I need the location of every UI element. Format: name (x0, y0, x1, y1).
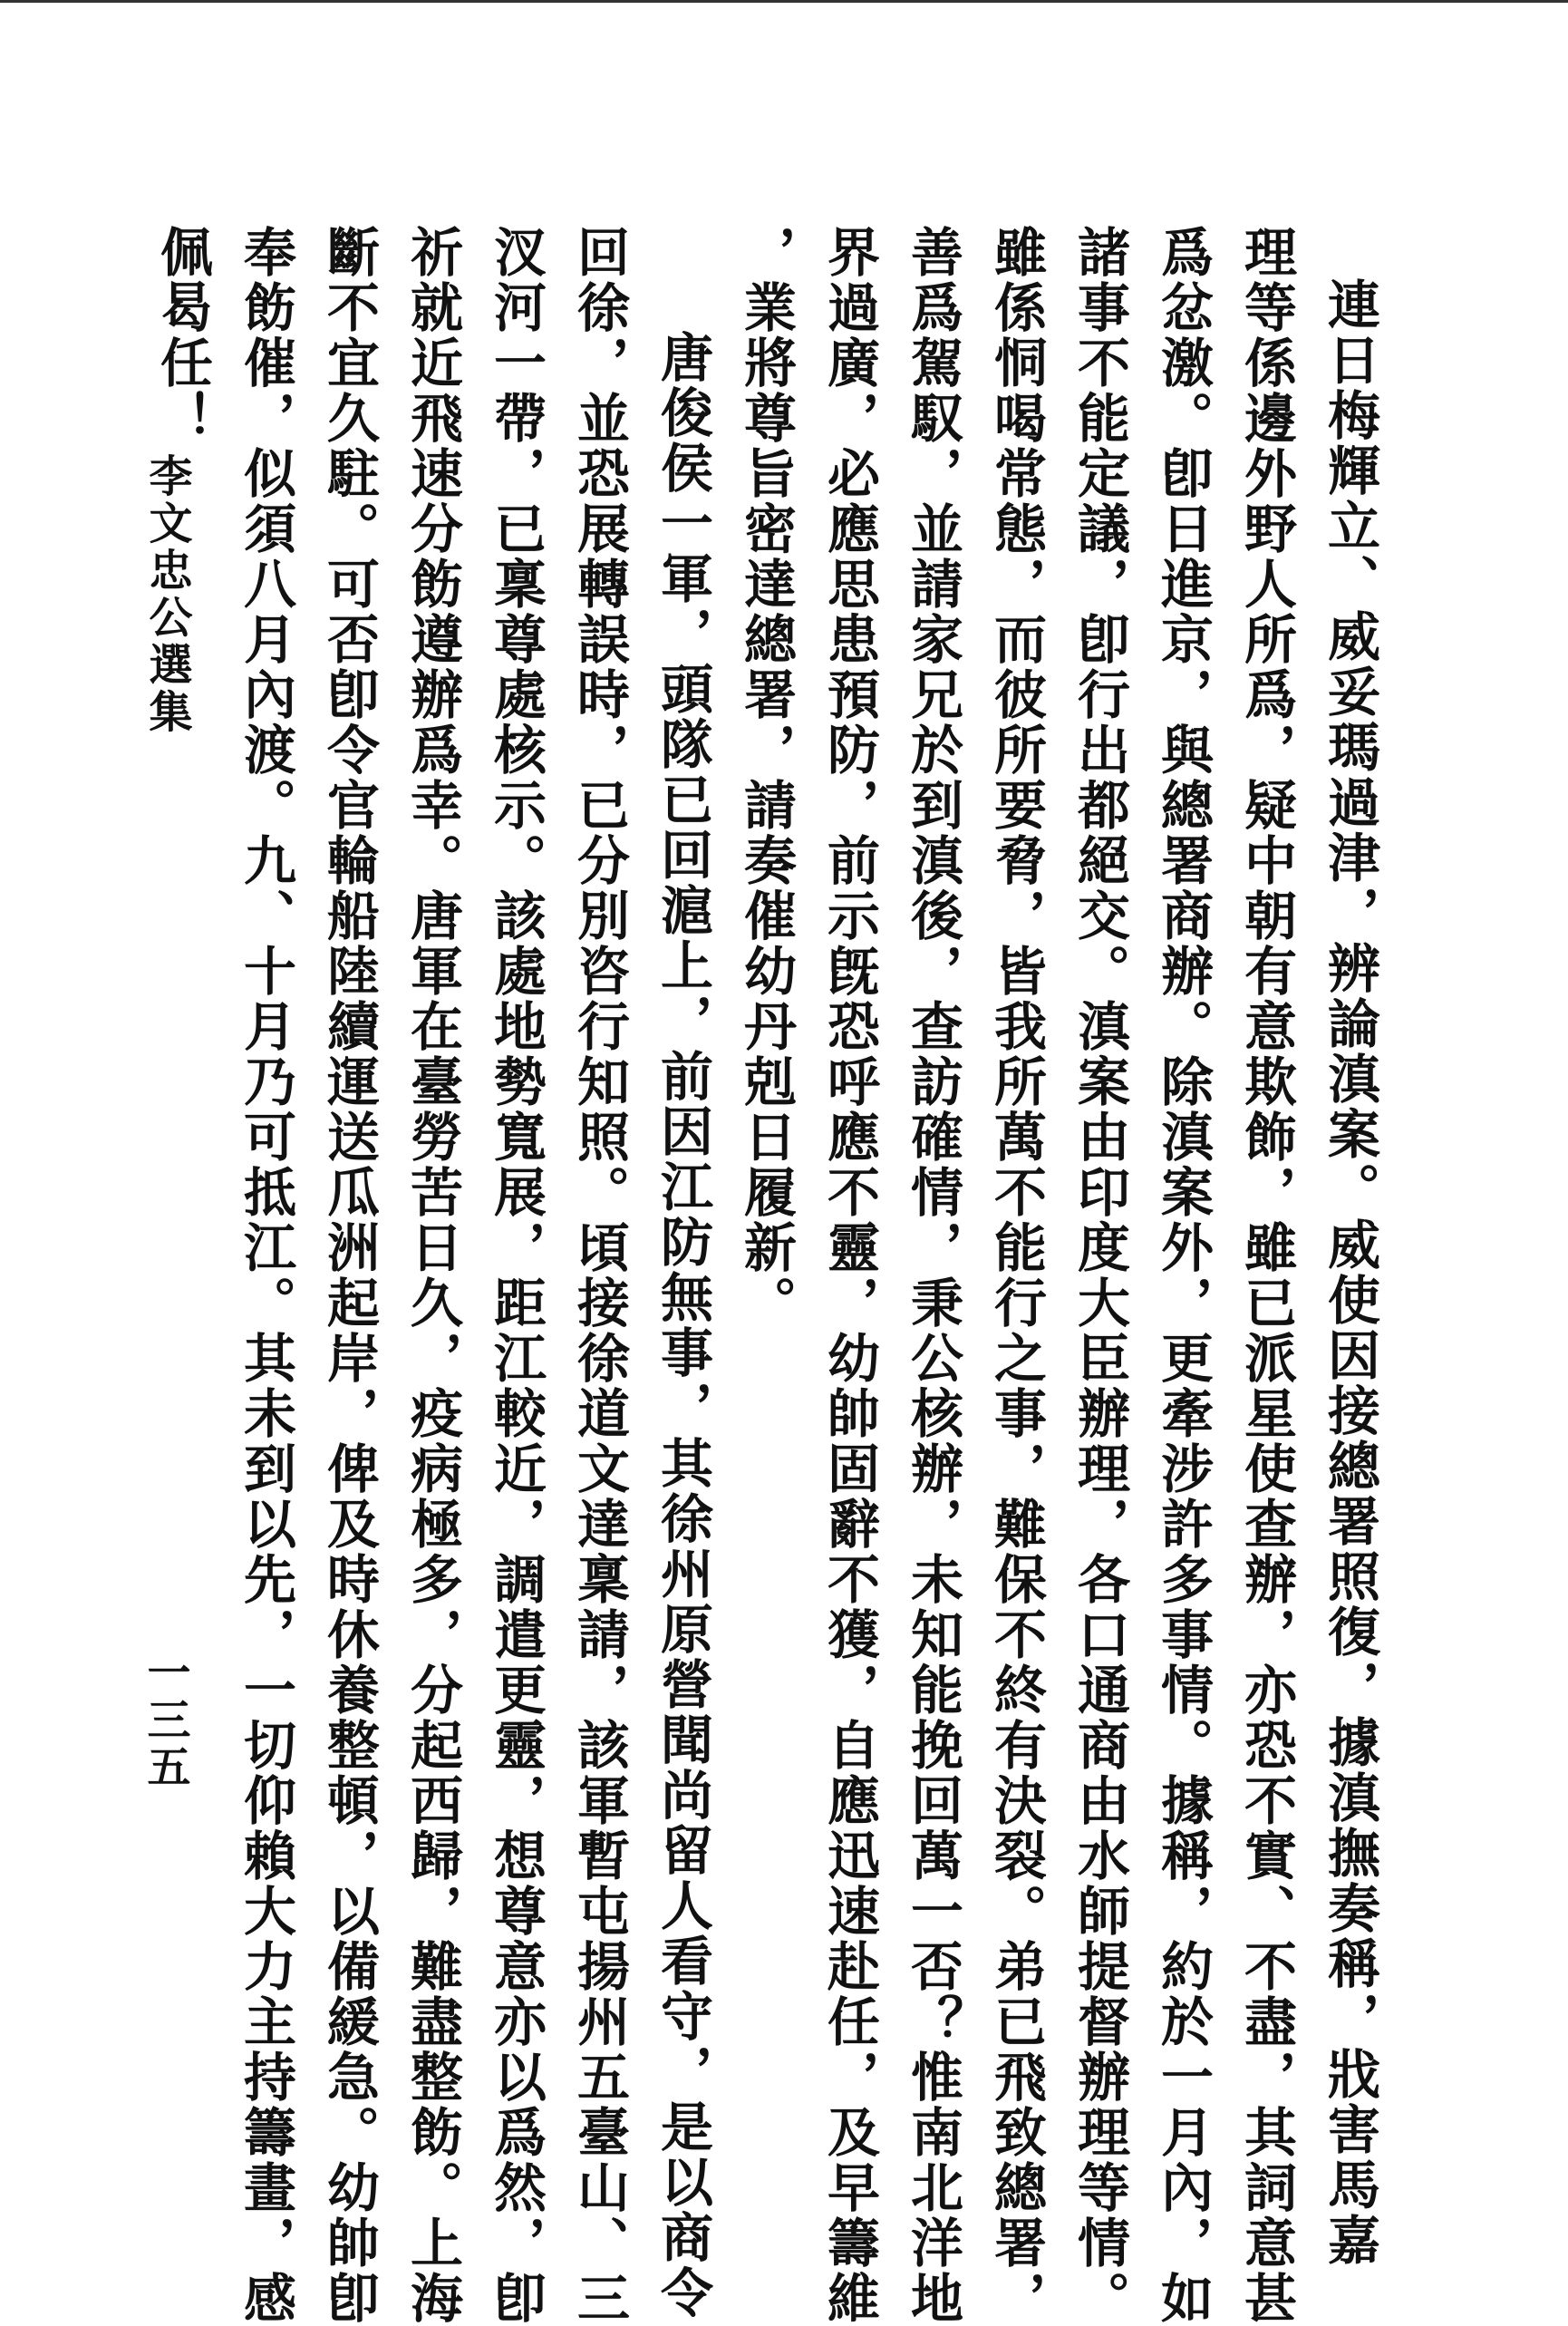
text-column-7: 界過廣，必應思患預防，前示旣恐呼應不靈，幼帥固辭不獲，自應迅速赴任，及早籌維 (818, 225, 880, 2326)
text-column-15: 佩曷任！ (151, 225, 213, 446)
text-column-2: 理等係邊外野人所爲，疑中朝有意欺飾，雖已派星使查辦，亦恐不實、不盡，其詞意甚 (1235, 225, 1297, 2326)
text-column-14: 奉飭催，似須八月內渡。九、十月乃可抵江。其未到以先，一切仰賴大力主持籌畫，感 (235, 225, 296, 2326)
text-column-8: ，業將尊旨密達總署，請奏催幼丹剋日履新。 (735, 225, 797, 1331)
text-column-11: 汊河一帶，已稟尊處核示。該處地勢寬展，距江較近，調遣更靈，想尊意亦以爲然，卽 (485, 225, 547, 2326)
page-number: 一三五 (140, 1650, 190, 1791)
book-title: 李文忠公選集 (141, 453, 192, 736)
text-column-9: 唐俊侯一軍，頭隊已回滬上，前因江防無事，其徐州原營聞尚留人看守，是以商令 (652, 330, 713, 2321)
text-column-6: 善爲駕馭，並請家兄於到滇後，查訪確情，秉公核辦，未知能挽回萬一否？惟南北洋地 (902, 225, 963, 2326)
text-column-12: 祈就近飛速分飭遵辦爲幸。唐軍在臺勞苦日久，疫病極多，分起西歸，難盡整飭。上海 (402, 225, 463, 2326)
text-column-3: 爲忿激。卽日進京，與總署商辦。除滇案外，更牽涉許多事情。據稱，約於一月內，如 (1152, 225, 1214, 2326)
text-column-4: 諸事不能定議，卽行出都絕交。滇案由印度大臣辦理，各口通商由水師提督辦理等情。 (1069, 225, 1130, 2326)
text-column-10: 回徐，並恐展轉誤時，已分別咨行知照。頃接徐道文達稟請，該軍暫屯揚州五臺山、三 (568, 225, 630, 2326)
text-column-13: 斷不宜久駐。可否卽令官輪船陸續運送瓜洲起岸，俾及時休養整頓，以備緩急。幼帥卽 (318, 225, 380, 2326)
main-text-block (140, 225, 1391, 2326)
top-border-line (0, 0, 1568, 3)
text-column-5: 雖係恫喝常態，而彼所要脅，皆我所萬不能行之事，難保不終有決裂。弟已飛致總署， (985, 225, 1047, 2326)
text-column-1: 連日梅輝立、威妥瑪過津，辨論滇案。威使因接總署照復，據滇撫奏稱，戕害馬嘉 (1319, 277, 1380, 2268)
